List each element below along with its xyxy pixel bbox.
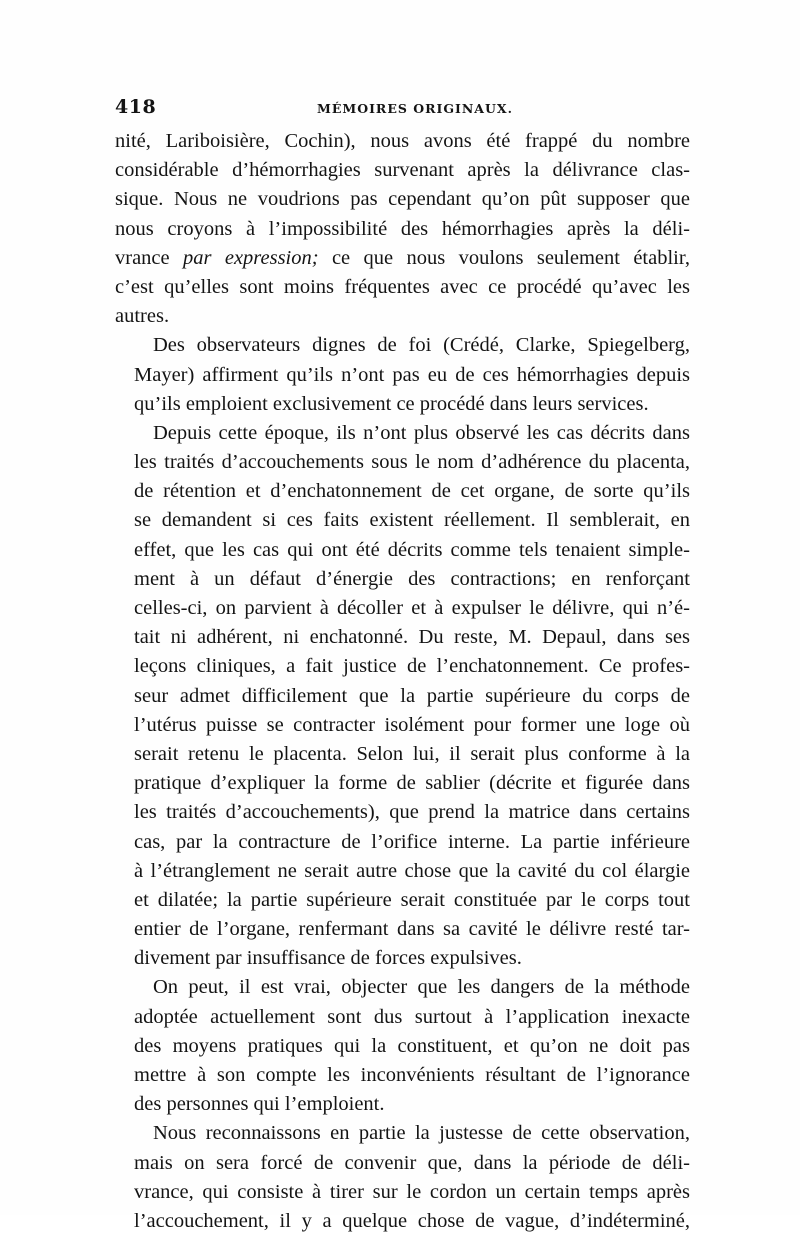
text-segment: seur admet difficilement que la partie supérieure du corps de: [134, 684, 690, 707]
text-segment: des moyens pratiques qui la constituent, et qu’on ne doit pas: [134, 1034, 690, 1057]
text-segment: de rétention et d’enchatonnement de cet organe, de sorte qu’ils: [134, 480, 690, 503]
text-line: [115, 1032, 690, 1061]
text-segment: l’utérus puisse se contracter isolément pour former une loge où: [134, 713, 690, 736]
text-segment: cas, par la contracture de l’orifice interne. La partie inférieure: [134, 830, 690, 853]
body-text: [115, 127, 690, 1236]
text-segment: à l’étranglement ne serait autre chose que la cavité du col élargie: [134, 859, 690, 882]
paragraph: [115, 127, 690, 331]
text-segment: l’accouchement, il y a quelque chose de vague, d’indéterminé,: [134, 1209, 690, 1232]
text-line: [115, 886, 690, 915]
text-line: [115, 565, 690, 594]
text-segment: c’est qu’elles sont moins fréquentes avec ce procédé qu’avec les: [115, 275, 690, 298]
text-line: [115, 273, 690, 302]
text-segment: ment à un défaut d’énergie des contractions; en renforçant: [134, 567, 690, 590]
text-line: [115, 798, 690, 827]
text-line: [115, 1207, 690, 1236]
text-line: [115, 828, 690, 857]
text-line: [115, 1003, 690, 1032]
text-segment: tait ni adhérent, ni enchatonné. Du reste, M. Depaul, dans ses: [134, 626, 690, 649]
text-segment: Depuis cette époque, ils n’ont plus observé les cas décrits dans: [153, 421, 690, 444]
text-line: [115, 506, 690, 535]
text-line: [115, 244, 690, 273]
running-head: MÉMOIRES ORIGINAUX.: [317, 101, 513, 116]
text-segment: Nous reconnaissons en partie la justesse de cette observation,: [153, 1122, 690, 1145]
paragraph: [115, 973, 690, 1119]
text-segment: leçons cliniques, a fait justice de l’enchatonnement. Ce profes-: [134, 655, 690, 678]
text-segment: autres.: [115, 305, 170, 328]
text-line: [115, 740, 690, 769]
text-line: [115, 623, 690, 652]
text-segment: les traités d’accouchements sous le nom d’adhérence du placenta,: [134, 451, 690, 474]
text-line: [115, 857, 690, 886]
text-line: [115, 331, 690, 360]
paragraph: [115, 1119, 690, 1236]
text-line: [115, 215, 690, 244]
text-segment: et dilatée; la partie supérieure serait constituée par le corps tout: [134, 888, 690, 911]
text-segment: vrance: [115, 246, 183, 269]
text-line: [115, 1061, 690, 1090]
text-line: [115, 361, 690, 390]
text-line: [115, 448, 690, 477]
text-line: [115, 769, 690, 798]
text-segment: vrance, qui consiste à tirer sur le cordon un certain temps après: [134, 1180, 690, 1203]
text-segment: qu’ils emploient exclusivement ce procédé dans leurs services.: [134, 392, 649, 415]
text-segment: adoptée actuellement sont dus surtout à l’application inexacte: [134, 1005, 690, 1028]
text-line: [115, 156, 690, 185]
text-segment: Mayer) affirment qu’ils n’ont pas eu de ces hémorrhagies depuis: [134, 363, 690, 386]
text-segment: effet, que les cas qui ont été décrits comme tels tenaient simple-: [134, 538, 690, 561]
text-segment: nité, Lariboisière, Cochin), nous avons été frappé du nombre: [115, 130, 690, 152]
text-segment: considérable d’hémorrhagies survenant après la délivrance clas-: [115, 159, 690, 182]
text-segment: nous croyons à l’impossibilité des hémorrhagies après la déli-: [115, 217, 690, 240]
text-segment: des personnes qui l’emploient.: [134, 1093, 385, 1116]
text-line: [115, 1090, 690, 1119]
text-segment: les traités d’accouchements), que prend la matrice dans certains: [134, 801, 690, 824]
text-segment: Des observateurs dignes de foi (Crédé, Clarke, Spiegelberg,: [153, 334, 690, 357]
text-line: [115, 915, 690, 944]
text-line: [115, 185, 690, 214]
text-line: [115, 1178, 690, 1207]
text-segment: pratique d’expliquer la forme de sablier (décrite et figurée dans: [134, 772, 690, 795]
text-line: [115, 682, 690, 711]
text-line: [115, 1149, 690, 1178]
text-line: [115, 1119, 690, 1148]
text-line: [115, 127, 690, 156]
text-line: [115, 477, 690, 506]
page-header: [115, 96, 690, 120]
text-line: [115, 711, 690, 740]
text-line: [115, 652, 690, 681]
text-line: [115, 944, 690, 973]
text-segment: On peut, il est vrai, objecter que les dangers de la méthode: [153, 976, 690, 999]
text-segment: entier de l’organe, renfermant dans sa cavité le délivre resté tar-: [134, 918, 690, 941]
paragraph: [115, 331, 690, 419]
paragraph: [115, 419, 690, 974]
text-segment: serait retenu le placenta. Selon lui, il serait plus conforme à la: [134, 742, 690, 765]
page-number: 418: [115, 96, 157, 118]
text-segment: mais on sera forcé de convenir que, dans la période de déli-: [134, 1151, 690, 1174]
text-segment: ce que nous voulons seulement établir,: [318, 246, 690, 269]
text-segment: se demandent si ces faits existent réellement. Il semblerait, en: [134, 509, 690, 532]
text-line: [115, 419, 690, 448]
text-segment: divement par insuffisance de forces expulsives.: [134, 947, 522, 970]
italic-phrase: par expression;: [183, 246, 319, 269]
text-segment: celles-ci, on parvient à décoller et à expulser le délivre, qui n’é-: [134, 597, 690, 619]
text-line: [115, 302, 690, 331]
text-line: [115, 973, 690, 1002]
text-segment: sique. Nous ne voudrions pas cependant qu’on pût supposer que: [115, 188, 690, 211]
text-line: [115, 594, 690, 623]
text-line: [115, 390, 690, 419]
text-segment: mettre à son compte les inconvénients résultant de l’ignorance: [134, 1064, 690, 1086]
text-line: [115, 536, 690, 565]
